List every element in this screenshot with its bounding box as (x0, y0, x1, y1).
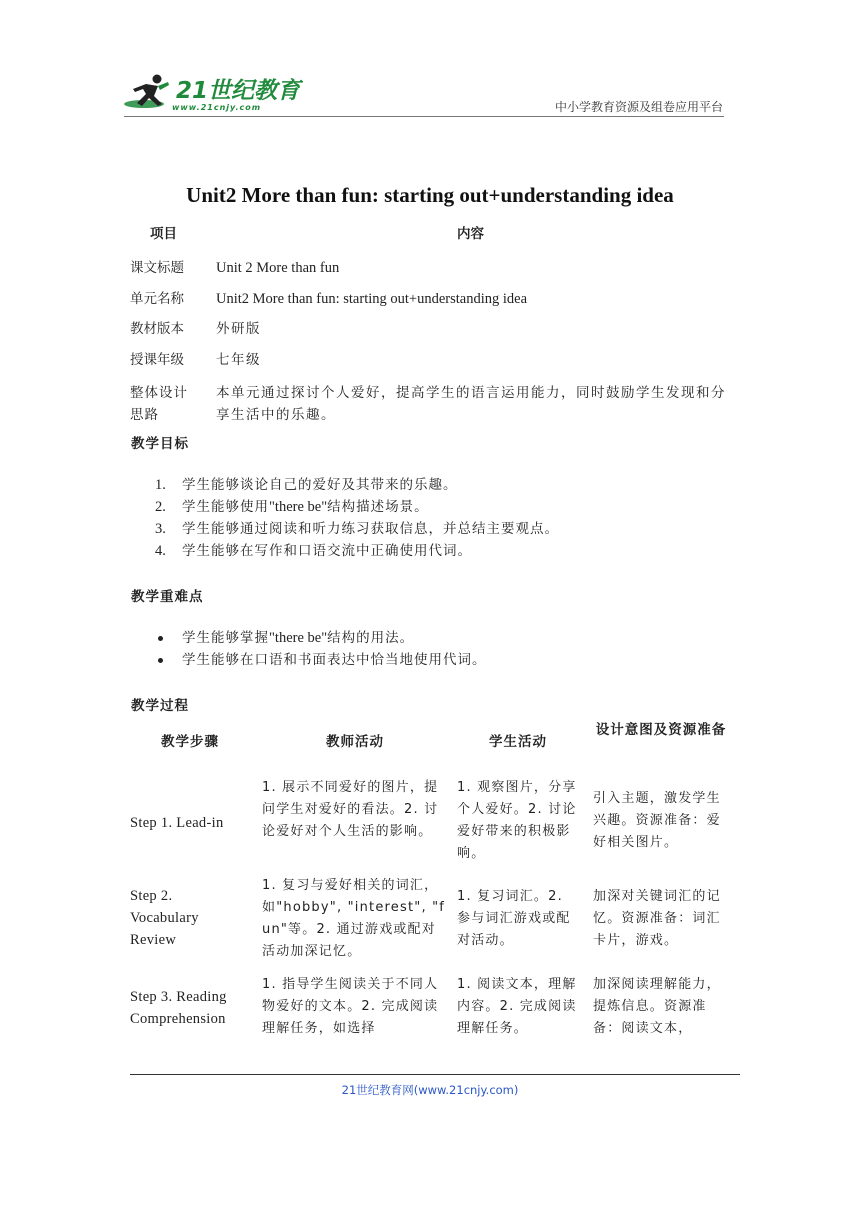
info-label: 整体设计思路 (130, 385, 188, 423)
key-points-list (155, 627, 487, 671)
table-cell-student: 1. 阅读文本，理解内容。2. 完成阅读理解任务。 (457, 977, 577, 1036)
bullet-icon (158, 658, 163, 663)
info-label: 授课年级 (130, 352, 184, 368)
table-cell-student: 1. 观察图片，分享个人爱好。2. 讨论爱好带来的积极影响。 (457, 780, 577, 861)
process-heading: 教学过程 (131, 698, 189, 714)
list-item: 4. 学生能够在写作和口语交流中正确使用代词。 (155, 543, 472, 559)
info-header-content: 内容 (457, 226, 484, 242)
table-cell-teacher: 1. 复习与爱好相关的词汇，如"hobby", "interest", "fun"等。2. 通过游戏或配对活动加深记忆。 (262, 878, 446, 959)
header-divider (124, 116, 724, 117)
table-cell-step: Step 1. Lead-in (130, 815, 224, 831)
info-label: 课文标题 (130, 260, 184, 276)
key-points-heading: 教学重难点 (131, 589, 204, 605)
info-header-item: 项目 (150, 226, 177, 242)
table-header: 教师活动 (326, 734, 384, 750)
table-cell-intent: 加深阅读理解能力，提炼信息。资源准备：阅读文本， (593, 977, 721, 1036)
table-cell-intent: 加深对关键词汇的记忆。资源准备：词汇卡片，游戏。 (593, 889, 721, 948)
logo-text: 21世纪教育 (176, 78, 301, 104)
table-cell-student: 1. 复习词汇。2. 参与词汇游戏或配对活动。 (457, 889, 571, 948)
footer-text: 21世纪教育网(www.21cnjy.com) (341, 1083, 519, 1097)
list-item: 2. 学生能够使用"there be"结构描述场景。 (155, 499, 429, 515)
list-item: 学生能够掌握"there be"结构的用法。 (155, 627, 487, 649)
page-title: Unit2 More than fun: starting out+understanding idea (186, 183, 674, 207)
table-cell-step: Step 3. Reading Comprehension (130, 989, 227, 1027)
table-header: 学生活动 (489, 734, 547, 750)
table-header: 教学步骤 (161, 734, 219, 750)
info-label: 单元名称 (130, 291, 184, 307)
info-value: 七年级 (216, 352, 261, 368)
platform-name: 中小学教育资源及组卷应用平台 (554, 100, 723, 114)
objectives-heading: 教学目标 (131, 436, 189, 452)
list-item: 1. 学生能够谈论自己的爱好及其带来的乐趣。 (155, 477, 458, 493)
info-value: 本单元通过探讨个人爱好，提高学生的语言运用能力，同时鼓励学生发现和分享生活中的乐趣。 (216, 385, 726, 423)
info-label: 教材版本 (130, 321, 184, 337)
table-cell-step: Step 2. Vocabulary Review (130, 888, 199, 948)
logo-url: www.21cnjy.com (172, 103, 262, 112)
table-cell-teacher: 1. 展示不同爱好的图片，提问学生对爱好的看法。2. 讨论爱好对个人生活的影响。 (262, 780, 439, 839)
info-value: 外研版 (216, 321, 261, 337)
info-value: Unit2 More than fun: starting out+understanding idea (216, 291, 528, 307)
objectives-list (155, 474, 559, 562)
bullet-icon (158, 636, 163, 641)
table-cell-teacher: 1. 指导学生阅读关于不同人物爱好的文本。2. 完成阅读理解任务，如选择 (262, 977, 439, 1036)
list-item: 学生能够在口语和书面表达中恰当地使用代词。 (155, 649, 487, 671)
list-item: 3. 学生能够通过阅读和听力练习获取信息，并总结主要观点。 (155, 521, 559, 537)
table-cell-intent: 引入主题，激发学生兴趣。资源准备：爱好相关图片。 (593, 791, 721, 850)
table-header: 设计意图及资源准备 (595, 722, 727, 738)
info-value: Unit 2 More than fun (216, 260, 340, 276)
footer-divider (130, 1074, 740, 1075)
